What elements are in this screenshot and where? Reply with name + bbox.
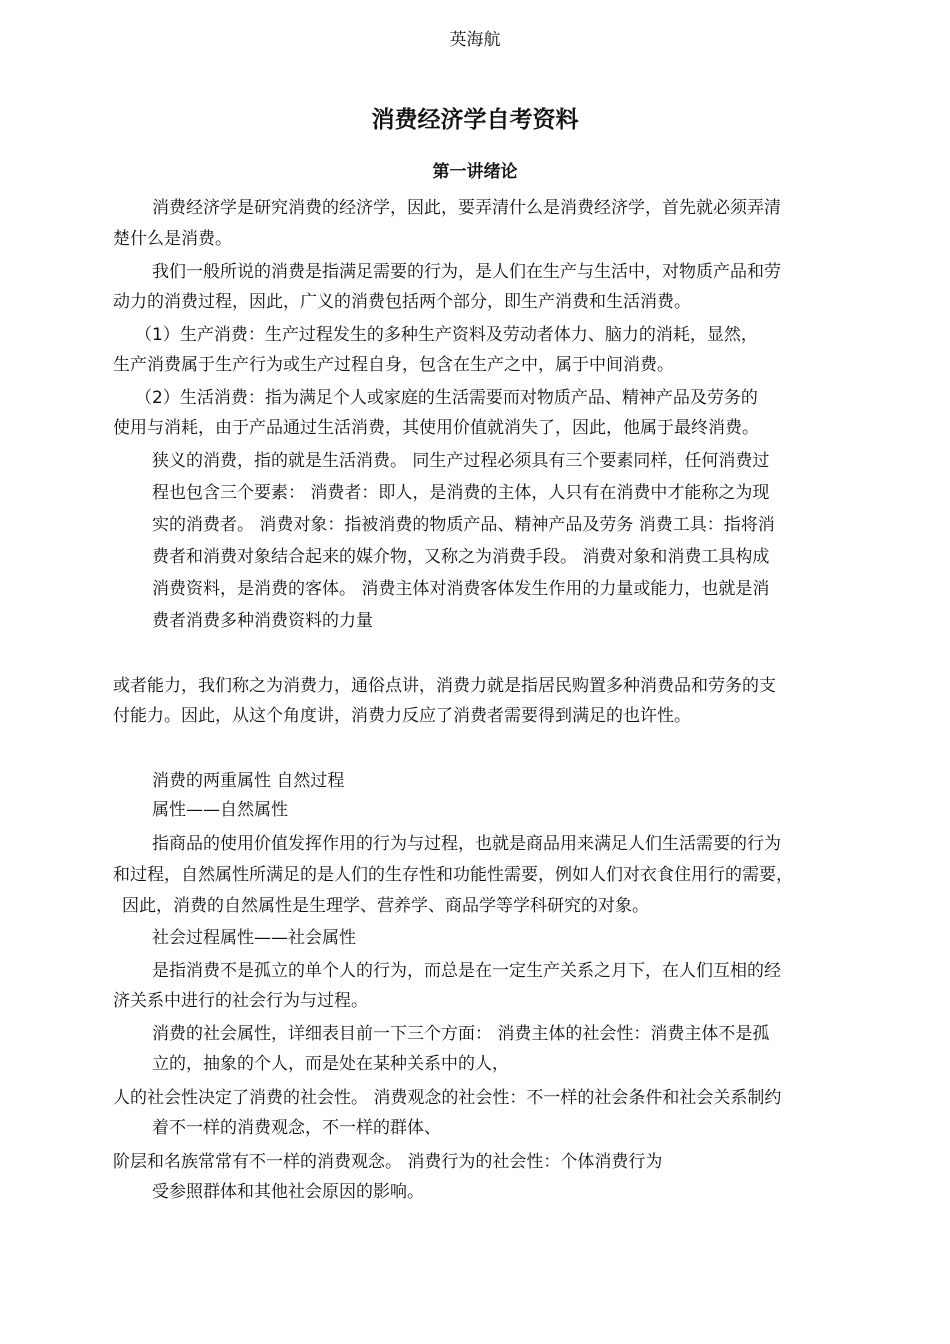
paragraph-line: 程也包含三个要素： 消费者：即人，是消费的主体，人只有在消费中才能称之为现 (152, 483, 770, 503)
paragraph-line: 狭义的消费，指的就是生活消费。 同生产过程必须具有三个要素同样，任何消费过 (152, 451, 770, 471)
paragraph-line: 楚什么是消费。 (113, 229, 232, 249)
paragraph-line: 人的社会性决定了消费的社会性。 消费观念的社会性：不一样的社会条件和社会关系制约 (113, 1088, 782, 1108)
page-header-author: 英海航 (449, 30, 501, 50)
paragraph-line: 使用与消耗，由于产品通过生活消费，其使用价值就消失了，因此，他属于最终消费。 (113, 418, 759, 438)
paragraph-line: 指商品的使用价值发挥作用的行为与过程，也就是商品用来满足人们生活需要的行为 (152, 834, 781, 854)
paragraph-line: 着不一样的消费观念，不一样的群体、 (152, 1118, 441, 1138)
paragraph-line: 实的消费者。 消费对象：指被消费的物质产品、精神产品及劳务 消费工具：指将消 (152, 515, 775, 535)
paragraph-line: 我们一般所说的消费是指满足需要的行为，是人们在生产与生活中，对物质产品和劳 (152, 262, 781, 282)
paragraph-line: 和过程，自然属性所满足的是人们的生存性和功能性需要，例如人们对衣食住用行的需要， (113, 865, 793, 885)
paragraph-line: 属性——自然属性 (152, 800, 288, 820)
paragraph-line: 消费的社会属性，详细表目前一下三个方面： 消费主体的社会性：消费主体不是孤 (152, 1024, 770, 1044)
paragraph-line: 消费的两重属性 自然过程 (152, 771, 345, 791)
paragraph-line: 消费资料，是消费的客体。 消费主体对消费客体发生作用的力量或能力，也就是消 (152, 579, 770, 599)
section-title: 第一讲绪论 (432, 162, 518, 182)
paragraph-line: 费者消费多种消费资料的力量 (152, 611, 373, 631)
paragraph-line: 受参照群体和其他社会原因的影响。 (152, 1182, 424, 1202)
paragraph-line: （2）生活消费：指为满足个人或家庭的生活需要而对物质产品、精神产品及劳务的 (135, 388, 758, 408)
paragraph-line: 济关系中进行的社会行为与过程。 (113, 991, 368, 1011)
paragraph-line: 或者能力，我们称之为消费力，通俗点讲，消费力就是指居民购置多种消费品和劳务的支 (113, 676, 776, 696)
paragraph-line: 付能力。因此，从这个角度讲，消费力反应了消费者需要得到满足的也许性。 (113, 706, 691, 726)
paragraph-line: （1）生产消费：生产过程发生的多种生产资料及劳动者体力、脑力的消耗，显然， (135, 325, 758, 345)
paragraph-line: 因此，消费的自然属性是生理学、营养学、商品学等学科研究的对象。 (122, 896, 649, 916)
paragraph-line: 立的，抽象的个人，而是处在某种关系中的人， (152, 1054, 509, 1074)
paragraph-line: 费者和消费对象结合起来的媒介物，又称之为消费手段。 消费对象和消费工具构成 (152, 547, 770, 567)
paragraph-line: 消费经济学是研究消费的经济学，因此，要弄清什么是消费经济学，首先就必须弄清 (152, 198, 781, 218)
paragraph-line: 阶层和名族常常有不一样的消费观念。 消费行为的社会性：个体消费行为 (113, 1152, 663, 1172)
paragraph-line: 是指消费不是孤立的单个人的行为，而总是在一定生产关系之月下，在人们互相的经 (152, 961, 781, 981)
paragraph-line: 生产消费属于生产行为或生产过程自身，包含在生产之中，属于中间消费。 (113, 355, 674, 375)
paragraph-line: 社会过程属性——社会属性 (152, 928, 356, 948)
document-title: 消费经济学自考资料 (371, 107, 579, 133)
paragraph-line: 动力的消费过程，因此，广义的消费包括两个部分，即生产消费和生活消费。 (113, 292, 691, 312)
